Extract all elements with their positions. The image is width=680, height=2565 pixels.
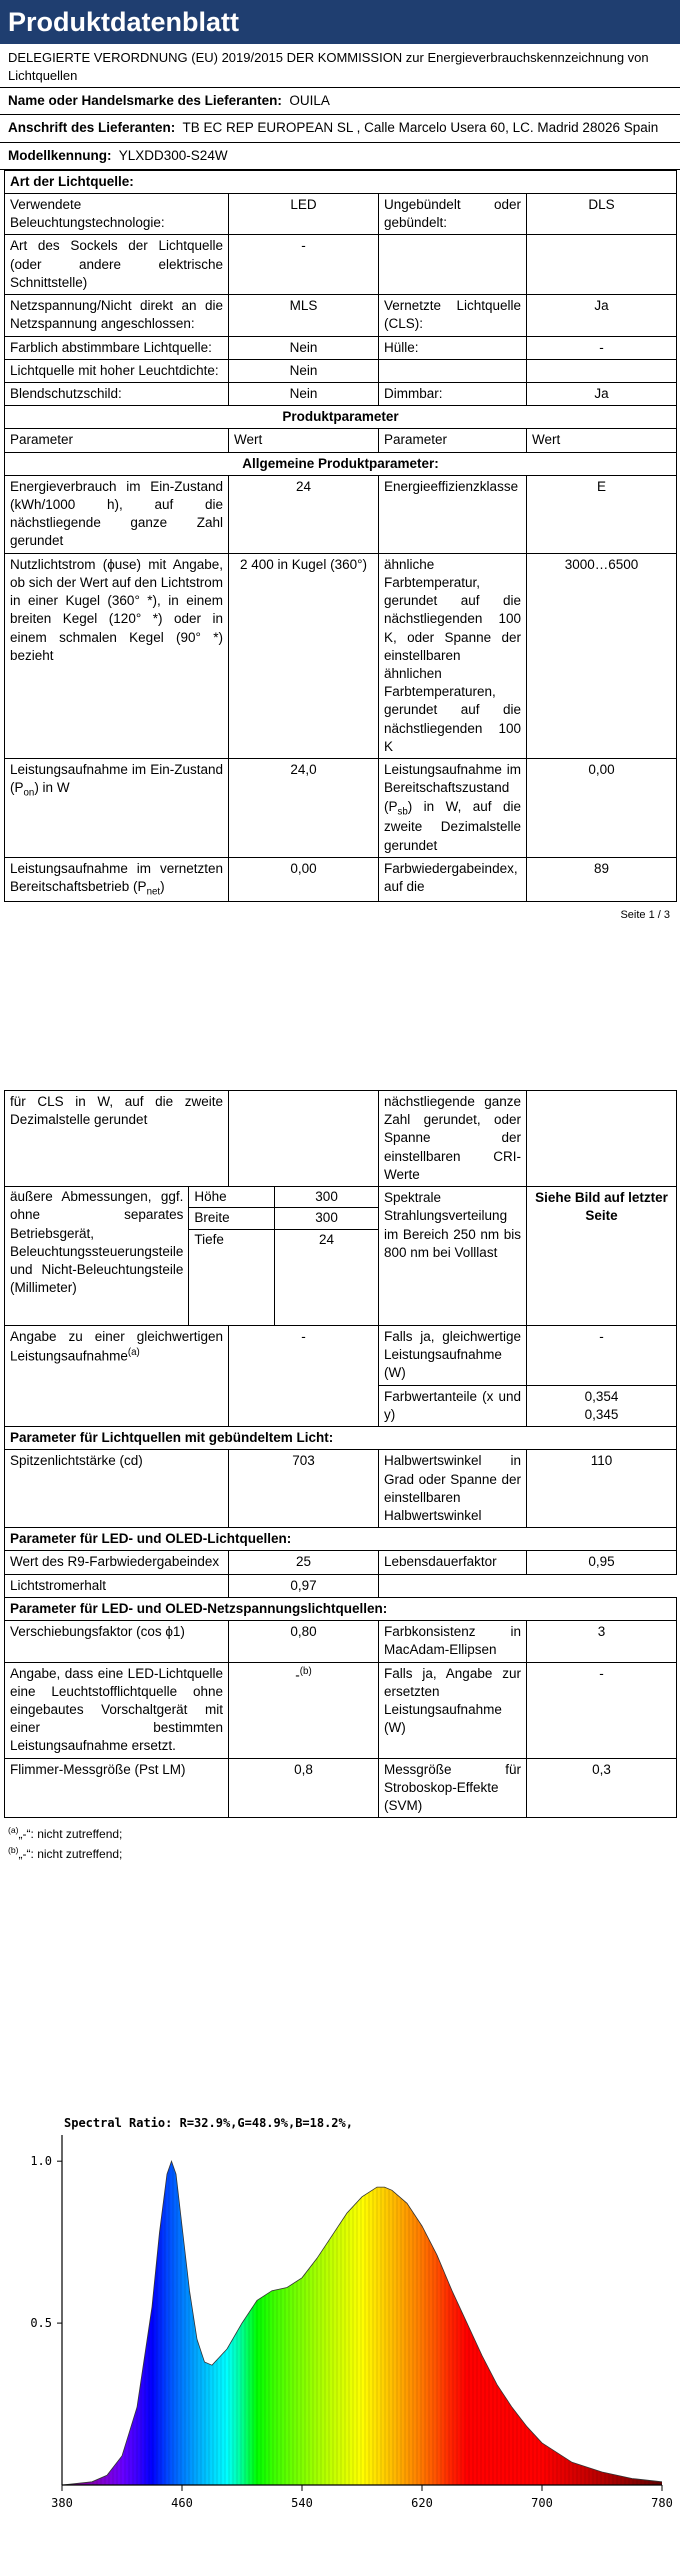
cell-value: LED (229, 193, 379, 234)
cell-label: Vernetzte Lichtquelle (CLS): (379, 295, 527, 336)
footnote-ref: (b) (299, 1665, 312, 1677)
cell-label: Halbwertswinkel in Grad oder Spanne der einstellbaren Halbwertswinkel (379, 1450, 527, 1528)
cell-value: 3 (527, 1621, 677, 1662)
cell-label: Verschiebungsfaktor (cos ϕ1) (5, 1621, 229, 1662)
cell-label: Falls ja, Angabe zur ersetzten Leistungsaufnahme (W) (379, 1662, 527, 1758)
cell-label (379, 759, 527, 858)
dimensions-cell (5, 1187, 379, 1326)
cell-empty (527, 359, 677, 382)
model-label: Modellkennung: (8, 147, 112, 163)
cell-label: Energieeffizienzklasse (379, 475, 527, 553)
spectrum-chart-container (0, 2085, 680, 2560)
cell-label: Blendschutzschild: (5, 382, 229, 405)
table-row (5, 1621, 677, 1662)
cell-label: Farbkonsistenz in MacAdam-Ellipsen (379, 1621, 527, 1662)
footnotes (0, 1818, 680, 1870)
supplier-address-value: TB EC REP EUROPEAN SL , Calle Marcelo Usera 60, LC. Madrid 28026 Spain (182, 120, 659, 136)
page-number: Seite 1 / 3 (620, 908, 670, 921)
table-row (5, 475, 677, 553)
spectrum-area (62, 2161, 662, 2485)
cell-value: 110 (527, 1450, 677, 1528)
cell-label: Falls ja, gleichwertige Leistungsaufnahme (W) (379, 1326, 527, 1386)
x-tick-label: 380 (51, 2496, 73, 2510)
product-table-page2 (4, 1090, 677, 1818)
column-header: Wert (527, 429, 677, 452)
section-product-parameters: Produktparameter (5, 406, 677, 429)
section-led: Parameter für LED- und OLED-Lichtquellen: (5, 1528, 677, 1551)
cell-value: 24 (229, 475, 379, 553)
table-row (5, 336, 677, 359)
cell-empty (229, 1091, 379, 1187)
cell-label: Nutzlichtstrom (ϕuse) mit Angabe, ob sich der Wert auf den Lichtstrom in einer Kugel (360° *), in einem breiten Kegel (120° *) oder in einem schmalen Kegel (90° *) bezieht (5, 553, 229, 758)
label-text: ) in W (34, 780, 70, 796)
footnote-mark: (b) (8, 1845, 19, 1856)
cell-label: ähnliche Farbtemperatur, gerundet auf die nächstliegenden 100 K, oder Spanne der einstellbaren ähnlichen Farbtemperaturen, gerundet auf die nächstliegenden 100 K (379, 553, 527, 758)
cell-value: 3000…6500 (527, 553, 677, 758)
footnote-text: „-“: nicht zutreffend; (18, 1847, 123, 1862)
cell-label: Netzspannung/Nicht direkt an die Netzspannung angeschlossen: (5, 295, 229, 336)
cell-value: 0,97 (229, 1574, 379, 1597)
cell-value: 0,00 (527, 759, 677, 858)
cell-value (527, 1385, 677, 1426)
cell-value: Siehe Bild auf letzter Seite (527, 1187, 677, 1326)
cell-value: Ja (527, 382, 677, 405)
cell-value: - (527, 1326, 677, 1386)
label-subscript: net (146, 886, 161, 898)
cell-value: 0,3 (527, 1758, 677, 1818)
table-row (5, 359, 677, 382)
cell-value: Ja (527, 295, 677, 336)
cell-label: Art des Sockels der Lichtquelle (oder andere elektrische Schnittstelle) (5, 235, 229, 295)
dimension-value: 24 (275, 1229, 378, 1325)
cell-value: Nein (229, 382, 379, 405)
footnote-text: „-“: nicht zutreffend; (18, 1827, 123, 1842)
page-1 (0, 0, 680, 923)
cell-value: Nein (229, 359, 379, 382)
cell-value: 25 (229, 1551, 379, 1574)
cell-label: Spektrale Strahlungsverteilung im Bereich 250 nm bis 800 nm bei Volllast (379, 1187, 527, 1326)
cell-empty (379, 359, 527, 382)
table-row (5, 1551, 677, 1574)
dimension-value: 300 (275, 1187, 378, 1208)
x-tick-label: 540 (291, 2496, 313, 2510)
cell-label: Farbwiedergabeindex, auf die (379, 857, 527, 901)
cell-label: für CLS in W, auf die zweite Dezimalstelle gerundet (5, 1091, 229, 1187)
label-text: Leistungsaufnahme im Bereitschaftszustand (P (384, 762, 521, 814)
dimensions-table (5, 1187, 378, 1325)
supplier-name-row (0, 87, 680, 114)
table-row (5, 857, 677, 901)
dimensions-label: äußere Abmessungen, ggf. ohne separates Betriebsgerät, Beleuchtungssteuerungsteile und Nicht-Beleuchtungsteile (Millimeter) (5, 1187, 189, 1325)
cell-label: Verwendete Beleuchtungstechnologie: (5, 193, 229, 234)
cell-label (5, 857, 229, 901)
cell-value: DLS (527, 193, 677, 234)
label-text: Angabe zu einer gleichwertigen Leistungsaufnahme (10, 1329, 223, 1364)
cell-label: Farblich abstimmbare Lichtquelle: (5, 336, 229, 359)
label-text: Leistungsaufnahme im vernetzten Bereitschaftsbetrieb (P (10, 860, 223, 894)
table-row (5, 1091, 677, 1187)
supplier-name-label: Name oder Handelsmarke des Lieferanten: (8, 93, 282, 109)
page-title: Produktdatenblatt (0, 0, 680, 44)
x-tick-label: 460 (171, 2496, 193, 2510)
table-row (5, 193, 677, 234)
cell-label: Hülle: (379, 336, 527, 359)
cell-value: 24,0 (229, 759, 379, 858)
supplier-address-label: Anschrift des Lieferanten: (8, 120, 176, 136)
supplier-address-row (0, 114, 680, 141)
footnote-ref: (a) (127, 1347, 140, 1359)
chart-title: Spectral Ratio: R=32.9%,G=48.9%,B=18.2%, (64, 2116, 353, 2130)
dimension-name: Höhe (189, 1187, 275, 1208)
cell-empty (379, 1574, 677, 1597)
x-tick-label: 780 (651, 2496, 673, 2510)
cell-value: - (527, 336, 677, 359)
label-text: ) in W, auf die zweite Dezimalstelle gerundet (384, 798, 521, 853)
dimension-name: Breite (189, 1208, 275, 1229)
label-subscript: sb (397, 806, 408, 818)
cell-label: Energieverbrauch im Ein-Zustand (kWh/1000 h), auf die nächstliegende ganze Zahl gerundet (5, 475, 229, 553)
x-tick-label: 620 (411, 2496, 433, 2510)
dimension-value: 300 (275, 1208, 378, 1229)
cell-label: nächstliegende ganze Zahl gerundet, oder Spanne der einstellbaren CRI-Werte (379, 1091, 527, 1187)
label-text: ) (160, 878, 165, 894)
cell-label: Farbwertanteile (x und y) (379, 1385, 527, 1426)
cell-empty (379, 235, 527, 295)
cell-label: Lichtstromerhalt (5, 1574, 229, 1597)
cell-label: Lebensdauerfaktor (379, 1551, 527, 1574)
supplier-name-value: OUILA (289, 93, 330, 109)
table-row (5, 1187, 677, 1326)
page-2 (0, 1090, 680, 1871)
table-row (5, 295, 677, 336)
table-row (5, 1758, 677, 1818)
cell-label: Flimmer-Messgröße (Pst LM) (5, 1758, 229, 1818)
cell-label: Messgröße für Stroboskop-Effekte (SVM) (379, 1758, 527, 1818)
x-tick-label: 700 (531, 2496, 553, 2510)
section-light-source-type: Art der Lichtquelle: (5, 170, 677, 193)
value-text: - (295, 1667, 300, 1683)
cell-value: 2 400 in Kugel (360°) (229, 553, 379, 758)
table-row (5, 235, 677, 295)
cell-value: 0,00 (229, 857, 379, 901)
footnote-mark: (a) (8, 1825, 19, 1836)
cell-label (5, 759, 229, 858)
model-row (0, 142, 680, 170)
section-general-parameters: Allgemeine Produktparameter: (5, 452, 677, 475)
table-row (5, 1326, 677, 1386)
column-header: Parameter (5, 429, 229, 452)
y-tick-label: 0.5 (30, 2316, 52, 2331)
table-row (5, 1662, 677, 1758)
footnote-a (8, 1824, 672, 1844)
chroma-x: 0,354 (584, 1388, 619, 1404)
cell-label: Angabe, dass eine LED-Lichtquelle eine Leuchtstofflichtquelle ohne eingebautes Vorschaltgerät mit einer bestimmten Leistungsaufnahme ersetzt. (5, 1662, 229, 1758)
section-directional: Parameter für Lichtquellen mit gebündeltem Licht: (5, 1427, 677, 1450)
column-header: Parameter (379, 429, 527, 452)
cell-value: 0,95 (527, 1551, 677, 1574)
cell-label: Wert des R9-Farbwiedergabeindex (5, 1551, 229, 1574)
cell-label: Dimmbar: (379, 382, 527, 405)
spectrum-chart (0, 2085, 680, 2560)
table-row (5, 1450, 677, 1528)
regulation-text: DELEGIERTE VERORDNUNG (EU) 2019/2015 DER KOMMISSION zur Energieverbrauchskennzeichnung von Lichtquellen (8, 50, 649, 83)
cell-label: Lichtquelle mit hoher Leuchtdichte: (5, 359, 229, 382)
cell-value: - (229, 1326, 379, 1427)
cell-value: 89 (527, 857, 677, 901)
cell-value: 703 (229, 1450, 379, 1528)
table-row (5, 553, 677, 758)
column-header-row (5, 429, 677, 452)
label-text: Leistungsaufnahme im Ein-Zustand (P (10, 762, 223, 796)
model-value: YLXDD300-S24W (118, 147, 228, 163)
chroma-y: 0,345 (584, 1406, 619, 1422)
cell-value: E (527, 475, 677, 553)
table-row (5, 1574, 677, 1597)
cell-label: Spitzenlichtstärke (cd) (5, 1450, 229, 1528)
y-tick-label: 1.0 (30, 2154, 52, 2169)
dimension-name: Tiefe (189, 1229, 275, 1325)
cell-value: Nein (229, 336, 379, 359)
cell-value: 0,8 (229, 1758, 379, 1818)
cell-empty (527, 1091, 677, 1187)
product-table-page1 (4, 170, 677, 902)
label-subscript: on (23, 788, 35, 799)
cell-value: - (527, 1662, 677, 1758)
cell-empty (527, 235, 677, 295)
cell-value: 0,80 (229, 1621, 379, 1662)
cell-value: - (229, 235, 379, 295)
cell-value: MLS (229, 295, 379, 336)
cell-label (5, 1326, 229, 1427)
table-row (5, 382, 677, 405)
table-row (5, 759, 677, 858)
section-mains: Parameter für LED- und OLED-Netzspannungslichtquellen: (5, 1597, 677, 1620)
footnote-b (8, 1844, 672, 1864)
cell-value (229, 1662, 379, 1758)
column-header: Wert (229, 429, 379, 452)
cell-label: Ungebündelt oder gebündelt: (379, 193, 527, 234)
